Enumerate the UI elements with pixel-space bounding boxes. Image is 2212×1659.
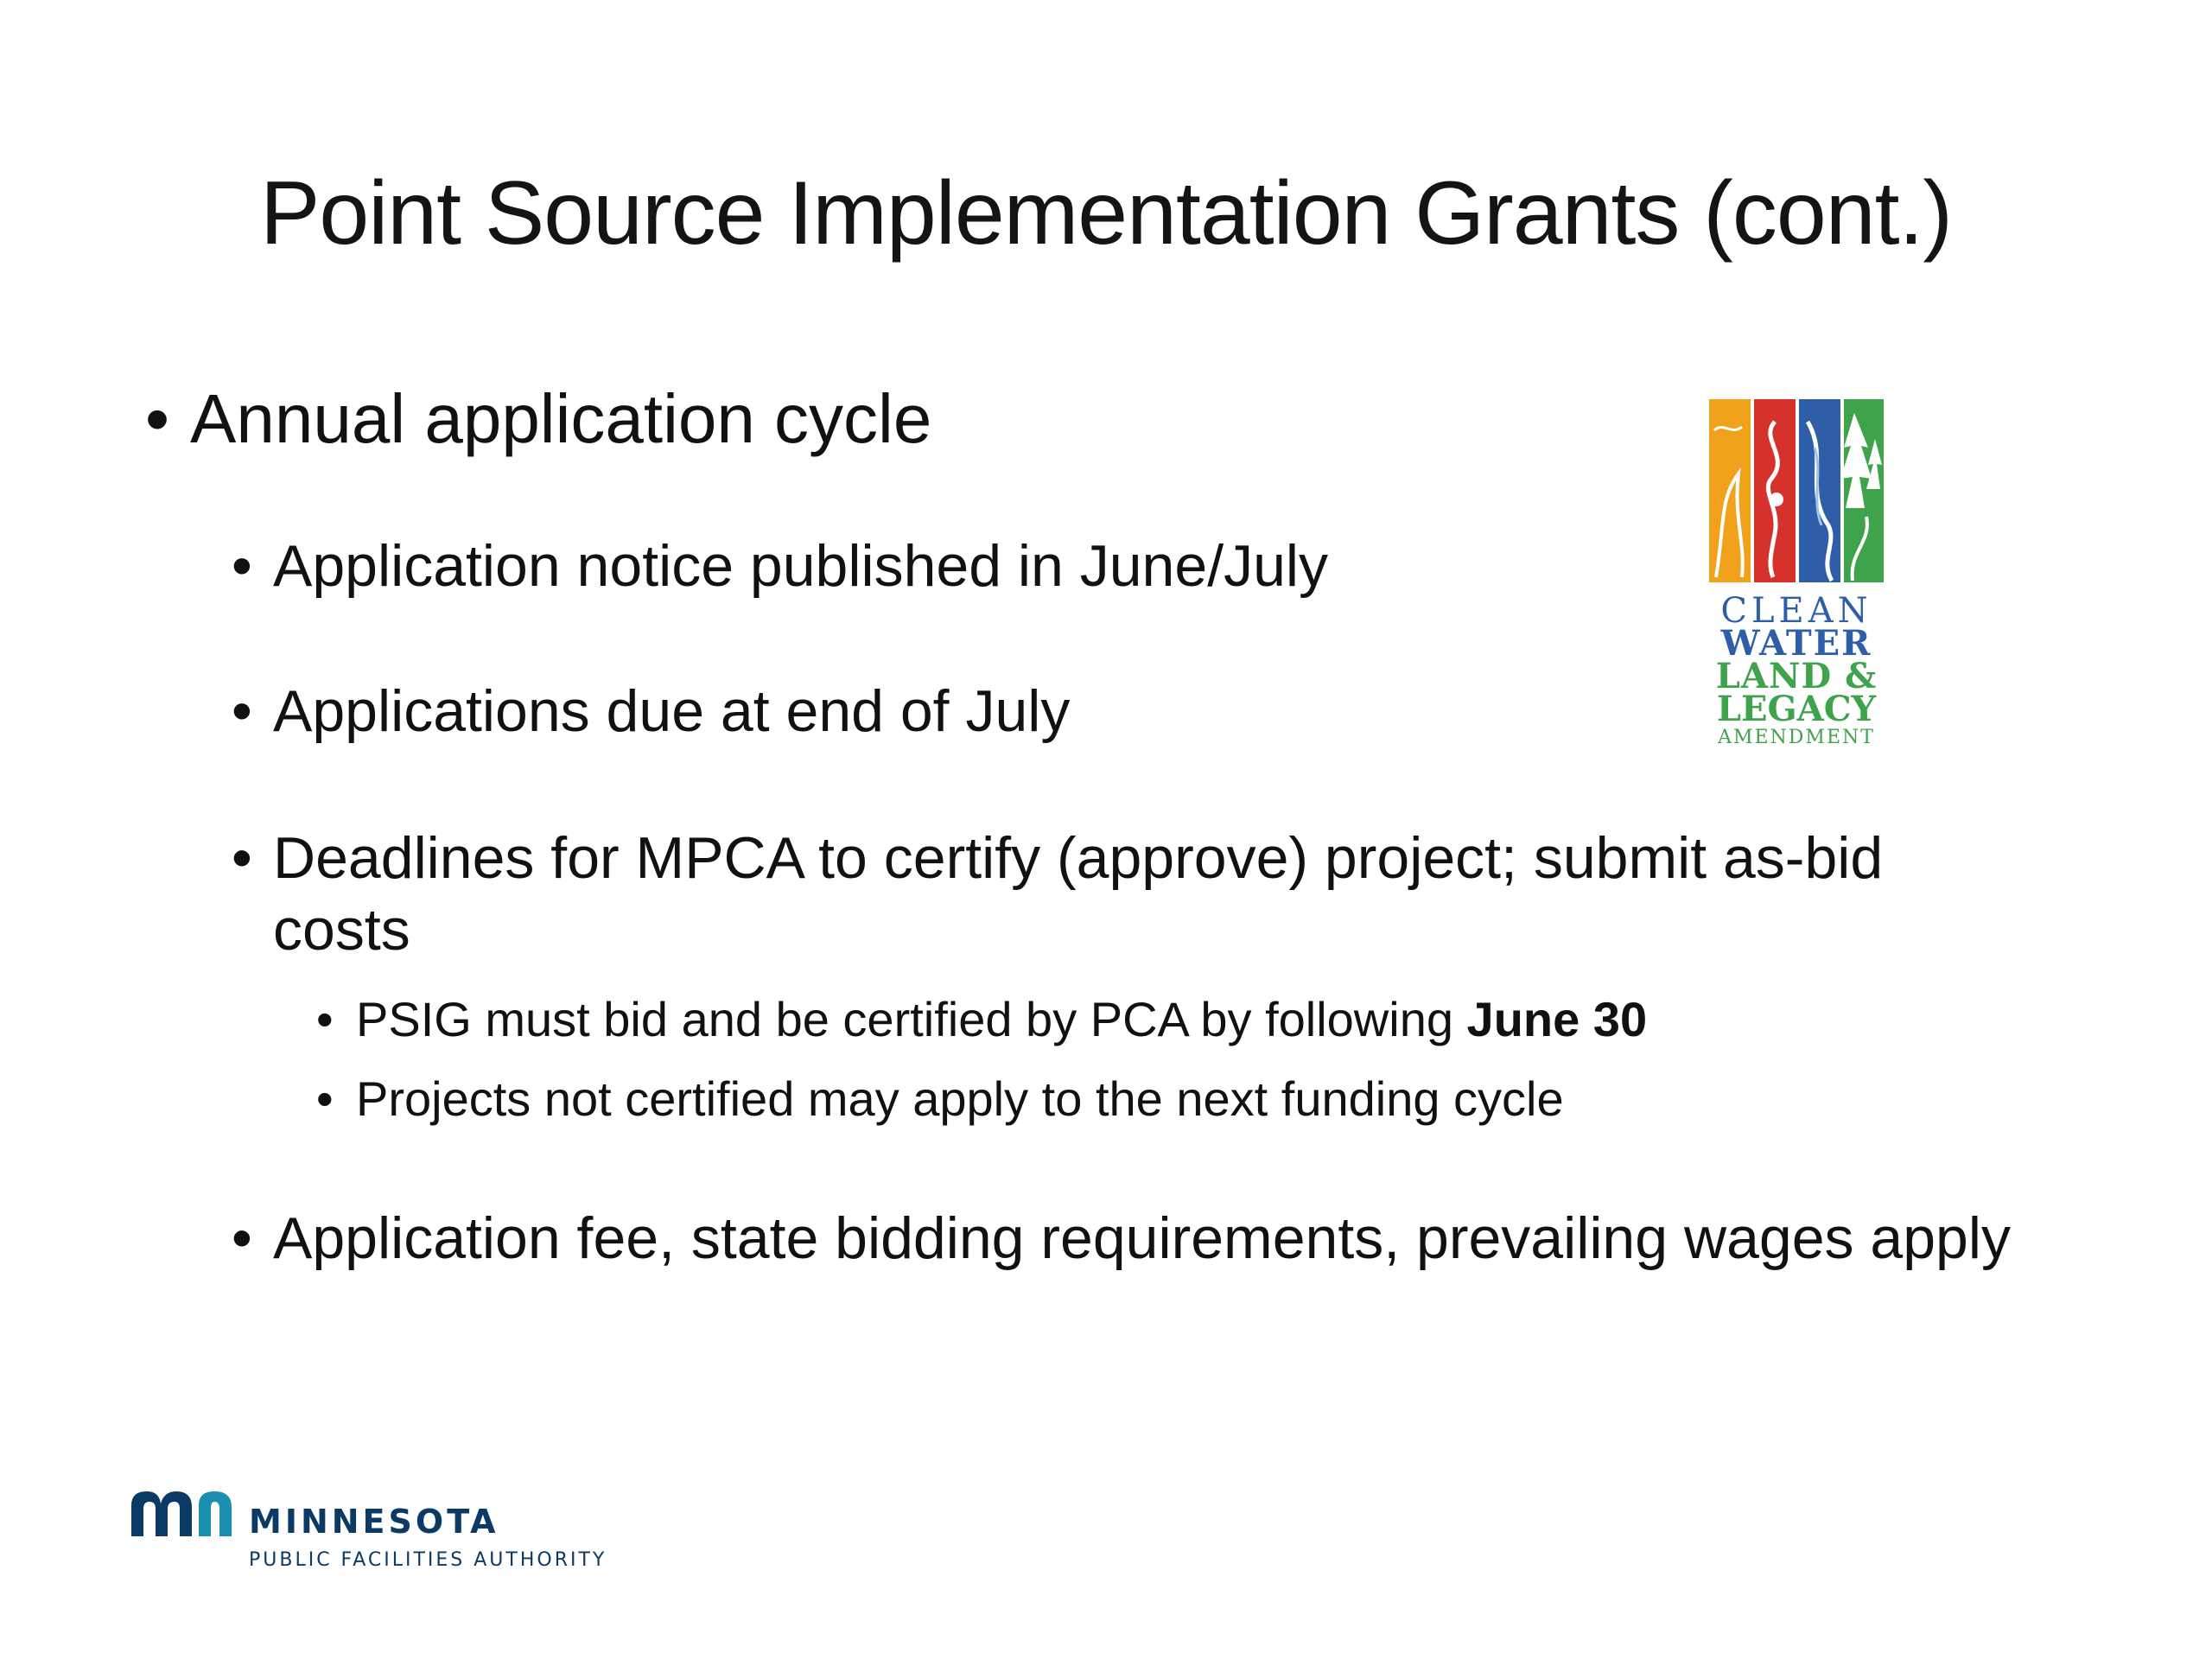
bullet-dot: • xyxy=(232,533,252,599)
bullet-text: Annual application cycle xyxy=(190,380,932,457)
logo-line-land: LAND & xyxy=(1715,656,1878,696)
bullet-text: Application fee, state bidding requirements, prevailing wages apply xyxy=(273,1205,2011,1271)
bullet-dot: • xyxy=(316,992,334,1046)
mn-letter-n-icon xyxy=(199,1491,232,1536)
bullet-dot: • xyxy=(232,678,252,744)
music-note-icon xyxy=(1770,493,1783,506)
bullet-dot: • xyxy=(232,1205,252,1271)
bullet-annual-cycle xyxy=(145,377,1614,461)
bullet-dot: • xyxy=(145,380,170,457)
logo-line-water: WATER xyxy=(1720,623,1872,664)
bullet-psig-must-bid xyxy=(316,990,1958,1049)
bullet-deadlines xyxy=(232,823,2012,966)
logo-line-amendment: AMENDMENT xyxy=(1718,727,1875,748)
minnesota-pfa-logo xyxy=(130,1484,648,1571)
mn-logo-subtitle: PUBLIC FACILITIES AUTHORITY xyxy=(249,1549,607,1571)
bullet-application-notice xyxy=(232,531,1649,602)
logo-line-clean: CLEAN xyxy=(1720,591,1872,631)
bullet-bold-date: June 30 xyxy=(1466,992,1648,1046)
clean-water-land-legacy-logo xyxy=(1707,396,1885,752)
mn-letter-m-icon xyxy=(131,1491,192,1536)
bullet-application-fee xyxy=(232,1203,2063,1274)
bullet-text: PSIG must bid and be certified by PCA by following xyxy=(356,992,1467,1046)
bullet-dot: • xyxy=(232,825,252,891)
bullet-text: Applications due at end of July xyxy=(273,678,1071,744)
bullet-not-certified xyxy=(316,1070,1958,1128)
mn-logo-name: MINNESOTA xyxy=(249,1503,499,1541)
slide-title: Point Source Implementation Grants (cont.) xyxy=(259,163,1953,264)
bullet-dot: • xyxy=(316,1071,334,1126)
bullet-text: Application notice published in June/July xyxy=(273,533,1329,599)
bullet-text: Deadlines for MPCA to certify (approve) project; submit as-bid costs xyxy=(273,825,1884,963)
bullet-text: Projects not certified may apply to the next funding cycle xyxy=(356,1071,1564,1126)
logo-line-legacy: LEGACY xyxy=(1716,689,1877,729)
logo-blue-panel xyxy=(1799,399,1840,582)
logo-red-panel xyxy=(1754,399,1796,582)
bullet-applications-due xyxy=(232,676,1649,747)
